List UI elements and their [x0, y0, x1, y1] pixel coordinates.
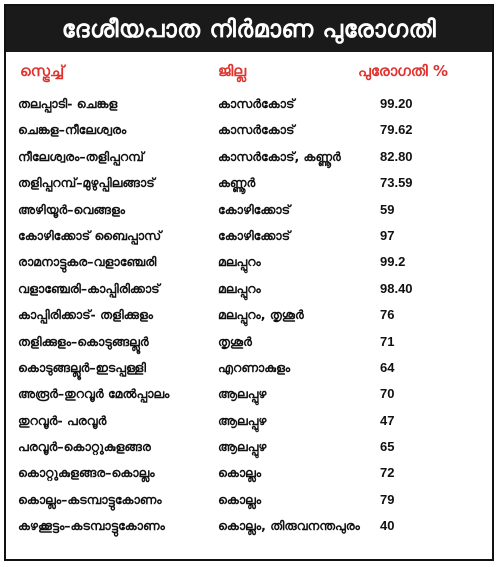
row-progress: 70	[380, 386, 395, 402]
table-header-row	[6, 58, 492, 88]
table-row	[6, 461, 492, 487]
row-stretch: ചെങ്കള–നീലേശ്വരം	[18, 122, 127, 138]
table-body	[6, 92, 492, 541]
row-stretch: കൊറ്റുകുളങ്ങര–കൊല്ലം	[18, 465, 155, 481]
row-stretch: രാമനാട്ടുകര–വളാഞ്ചേരി	[18, 254, 157, 270]
table-row	[6, 224, 492, 250]
header-stretch: സ്ട്രെച്ച്	[20, 62, 65, 80]
row-stretch: പരവൂർ–കൊറ്റുകുളങ്ങര	[18, 439, 151, 455]
table-row	[6, 435, 492, 461]
header-progress: പുരോഗതി %	[358, 62, 449, 80]
row-district: ആലപ്പുഴ	[218, 386, 267, 402]
row-progress: 73.59	[380, 175, 413, 191]
row-progress: 97	[380, 227, 395, 243]
row-progress: 40	[380, 518, 395, 534]
row-stretch: തളിപ്പറമ്പ്–മുഴുപ്പിലങ്ങാട്	[18, 175, 155, 191]
row-stretch: നീലേശ്വരം–തളിപ്പറമ്പ്	[18, 148, 144, 164]
row-progress: 71	[380, 333, 395, 349]
row-district: എറണാകുളം	[218, 359, 291, 375]
row-progress: 79	[380, 491, 395, 507]
row-progress: 72	[380, 465, 395, 481]
table-row	[6, 145, 492, 171]
row-district: മലപ്പുറം	[218, 280, 261, 296]
row-stretch: കൊടുങ്ങല്ലൂർ–ഇടപ്പള്ളി	[18, 359, 146, 375]
table-row	[6, 330, 492, 356]
row-district: കോഴിക്കോട്	[218, 201, 291, 217]
table-row	[6, 356, 492, 382]
row-district: കൊല്ലം	[218, 465, 262, 481]
row-district: കണ്ണൂർ	[218, 175, 256, 191]
row-district: മലപ്പുറം, തൃശൂർ	[218, 307, 304, 323]
row-progress: 65	[380, 439, 395, 455]
table-row	[6, 514, 492, 540]
row-progress: 79.62	[380, 122, 413, 138]
row-district: കൊല്ലം	[218, 491, 262, 507]
row-progress: 99.2	[380, 254, 406, 270]
row-district: കോഴിക്കോട്	[218, 227, 291, 243]
row-district: ആലപ്പുഴ	[218, 412, 267, 428]
row-district: മലപ്പുറം	[218, 254, 261, 270]
row-stretch: കോഴിക്കോട് ബൈപ്പാസ്	[18, 227, 162, 243]
row-progress: 82.80	[380, 148, 413, 164]
row-stretch: അരൂർ–തുറവൂർ മേൽപ്പാലം	[18, 386, 170, 402]
row-stretch: തളിക്കുളം–കൊടുങ്ങല്ലൂർ	[18, 333, 149, 349]
table-row	[6, 409, 492, 435]
table-row	[6, 488, 492, 514]
progress-table-card	[4, 4, 494, 561]
row-stretch: കഴക്കൂട്ടം–കടമ്പാട്ടുകോണം	[18, 518, 165, 534]
table-title: ദേശീയപാത നിർമാണ പുരോഗതി	[6, 6, 492, 52]
row-district: ആലപ്പുഴ	[218, 439, 267, 455]
table-row	[6, 303, 492, 329]
row-district: കാസർകോട്	[218, 96, 295, 111]
table-row	[6, 171, 492, 197]
row-progress: 59	[380, 201, 395, 217]
header-district: ജില്ല	[218, 62, 247, 80]
table-row	[6, 92, 492, 118]
row-progress: 64	[380, 359, 395, 375]
row-district: കൊല്ലം, തിരുവനന്തപുരം	[218, 518, 360, 534]
row-progress: 99.20	[380, 96, 413, 111]
row-stretch: കാപ്പിരിക്കാട്- തളിക്കുളം	[18, 307, 154, 323]
row-stretch: അഴിയൂർ–വെങ്ങളം	[18, 201, 126, 217]
row-progress: 47	[380, 412, 395, 428]
table-row	[6, 277, 492, 303]
row-progress: 98.40	[380, 280, 413, 296]
row-district: കാസർകോട്	[218, 122, 295, 138]
table-row	[6, 382, 492, 408]
table-row	[6, 250, 492, 276]
row-stretch: കൊല്ലം–കടമ്പാട്ടുകോണം	[18, 491, 162, 507]
table-row	[6, 198, 492, 224]
row-stretch: വളാഞ്ചേരി–കാപ്പിരിക്കാട്	[18, 280, 160, 296]
row-stretch: തലപ്പാടി- ചെങ്കള	[18, 96, 118, 111]
row-district: തൃശൂർ	[218, 333, 252, 349]
table-row	[6, 118, 492, 144]
row-stretch: തുറവൂർ- പരവൂർ	[18, 412, 107, 428]
row-district: കാസർകോട്, കണ്ണൂർ	[218, 148, 341, 164]
row-progress: 76	[380, 307, 395, 323]
